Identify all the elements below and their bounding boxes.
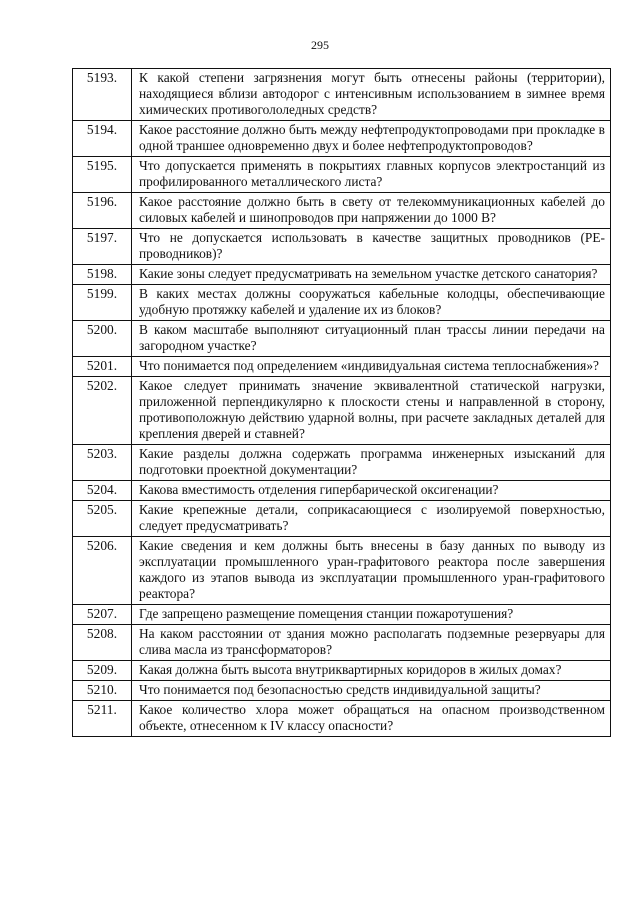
question-number: 5193. <box>73 69 132 121</box>
question-number: 5200. <box>73 321 132 357</box>
question-text: Какие крепежные детали, соприкасающиеся с изолируемой поверхностью, следует предусматривать? <box>132 501 611 537</box>
table-row <box>73 377 611 445</box>
question-text: Какое следует принимать значение эквивалентной статической нагрузки, приложенной перпендикулярно к плоскости стены и направленной в сторону, противоположную действию ударной волны, при расчете закладных деталей для крепления дверей и ставней? <box>132 377 611 445</box>
question-number: 5207. <box>73 605 132 625</box>
table-row <box>73 193 611 229</box>
question-text: Что понимается под определением «индивидуальная система теплоснабжения»? <box>132 357 611 377</box>
question-number: 5202. <box>73 377 132 445</box>
question-number: 5195. <box>73 157 132 193</box>
table-row <box>73 229 611 265</box>
question-number: 5209. <box>73 661 132 681</box>
question-number: 5205. <box>73 501 132 537</box>
question-number: 5206. <box>73 537 132 605</box>
page-number: 295 <box>311 38 329 52</box>
table-row <box>73 625 611 661</box>
table-row <box>73 661 611 681</box>
question-text: Что понимается под безопасностью средств индивидуальной защиты? <box>132 681 611 701</box>
question-text: В каких местах должны сооружаться кабельные колодцы, обеспечивающие удобную протяжку кабелей и удаление их из блоков? <box>132 285 611 321</box>
question-text: Какое расстояние должно быть между нефтепродуктопроводами при прокладке в одной траншее одновременно двух и более нефтепродуктопроводов? <box>132 121 611 157</box>
question-text: Где запрещено размещение помещения станции пожаротушения? <box>132 605 611 625</box>
table-row <box>73 681 611 701</box>
question-number: 5199. <box>73 285 132 321</box>
question-text: Какие сведения и кем должны быть внесены в базу данных по выводу из эксплуатации промышленного уран-графитового реактора после завершения каждого из этапов вывода из эксплуатации промышленного уран-графитового реактора? <box>132 537 611 605</box>
question-text: Какова вместимость отделения гипербарической оксигенации? <box>132 481 611 501</box>
question-number: 5204. <box>73 481 132 501</box>
question-number: 5210. <box>73 681 132 701</box>
question-text: На каком расстоянии от здания можно располагать подземные резервуары для слива масла из трансформаторов? <box>132 625 611 661</box>
question-number: 5197. <box>73 229 132 265</box>
question-number: 5211. <box>73 701 132 737</box>
question-text: В каком масштабе выполняют ситуационный план трассы линии передачи на загородном участке? <box>132 321 611 357</box>
table-row <box>73 605 611 625</box>
question-text: Какие зоны следует предусматривать на земельном участке детского санатория? <box>132 265 611 285</box>
question-text: Какое расстояние должно быть в свету от телекоммуникационных кабелей до силовых кабелей и шинопроводов при напряжении до 1000 В? <box>132 193 611 229</box>
questions-table <box>72 68 611 737</box>
table-row <box>73 537 611 605</box>
table-row <box>73 321 611 357</box>
question-text: Какое количество хлора может обращаться на опасном производственном объекте, отнесенном к IV классу опасности? <box>132 701 611 737</box>
table-row <box>73 481 611 501</box>
question-text: К какой степени загрязнения могут быть отнесены районы (территории), находящиеся вблизи автодорог с интенсивным использованием в зимнее время химических противогололедных средств? <box>132 69 611 121</box>
question-text: Какая должна быть высота внутриквартирных коридоров в жилых домах? <box>132 661 611 681</box>
question-number: 5208. <box>73 625 132 661</box>
table-row <box>73 121 611 157</box>
table-row <box>73 445 611 481</box>
question-text: Что допускается применять в покрытиях главных корпусов электростанций из профилированного металлического листа? <box>132 157 611 193</box>
question-text: Что не допускается использовать в качестве защитных проводников (PE-проводников)? <box>132 229 611 265</box>
question-number: 5198. <box>73 265 132 285</box>
question-number: 5203. <box>73 445 132 481</box>
table-row <box>73 501 611 537</box>
table-row <box>73 357 611 377</box>
table-row <box>73 701 611 737</box>
table-row <box>73 265 611 285</box>
question-text: Какие разделы должна содержать программа инженерных изысканий для подготовки проектной документации? <box>132 445 611 481</box>
question-number: 5194. <box>73 121 132 157</box>
question-number: 5201. <box>73 357 132 377</box>
question-number: 5196. <box>73 193 132 229</box>
questions-table-body <box>73 69 611 737</box>
table-row <box>73 69 611 121</box>
table-row <box>73 285 611 321</box>
table-row <box>73 157 611 193</box>
